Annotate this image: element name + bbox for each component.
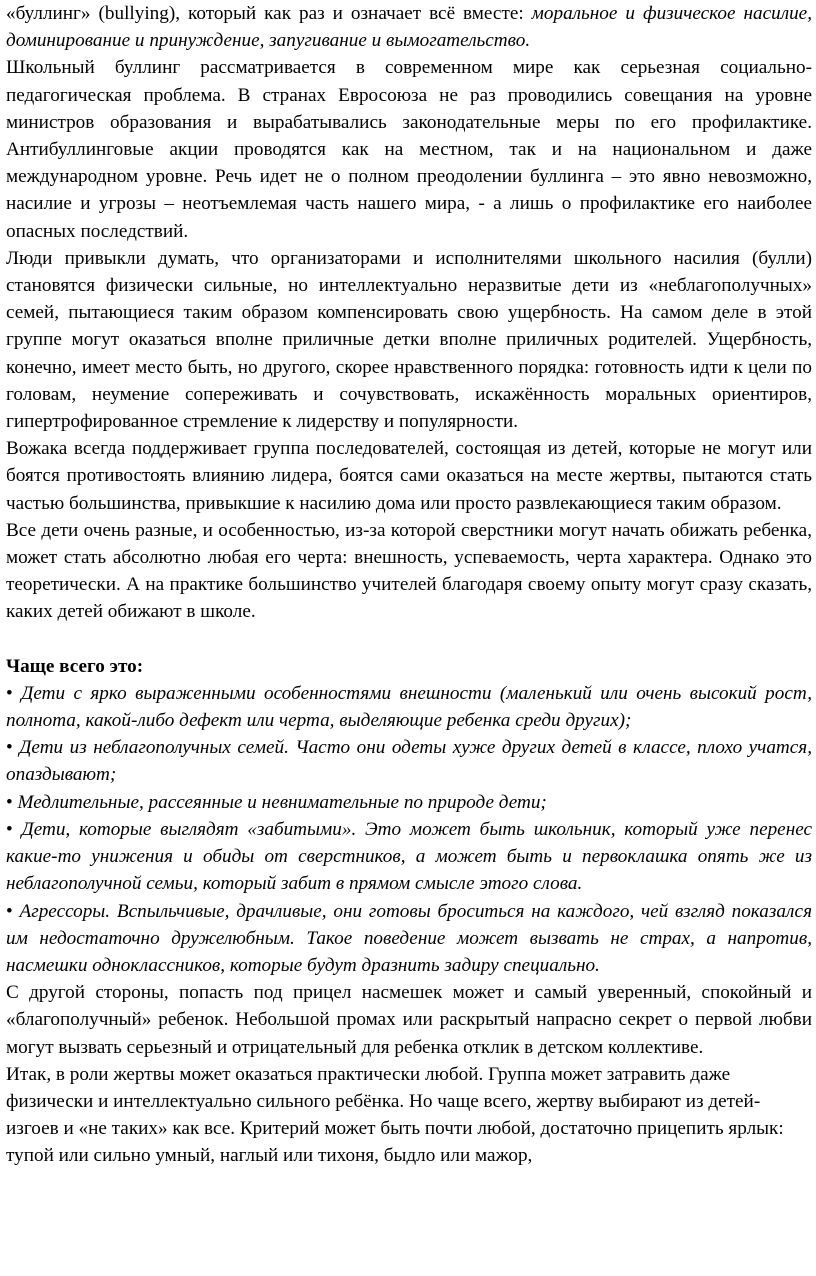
list-item <box>6 789 812 816</box>
definition-italic-text: моральное и физическое насилие, доминирование и принуждение, запугивание и вымогательство. <box>6 3 812 52</box>
paragraph-followers: Вожака всегда поддерживает группа последователей, состоящая из детей, которые не могут или боятся противостоять влиянию лидера, боятся сами оказаться на месте жертвы, пытаются стать частью большинства, привыкшие к насилию дома или просто развлекающиеся таким образом. <box>6 438 812 514</box>
list-item <box>6 816 812 898</box>
list-item <box>6 734 812 788</box>
list-item-text: Агрессоры. Вспыльчивые, драчливые, они готовы броситься на каждого, чей взгляд показался им недостаточно дружелюбным. Такое поведение может вызвать не страх, а напротив, насмешки одноклассников, которые будут дразнить задиру специально. <box>6 900 812 976</box>
paragraph-other-side: С другой стороны, попасть под прицел насмешек может и самый уверенный, спокойный и «благополучный» ребенок. Небольшой промах или раскрытый напрасно секрет о первой любви могут вызвать серьезный и отрицательный для ребенка отклик в детском коллективе. <box>6 982 812 1058</box>
list-item <box>6 898 812 980</box>
paragraph-conclusion: Итак, в роли жертвы может оказаться практически любой. Группа может затравить даже физически и интеллектуально сильного ребёнка. Но чаще всего, жертву выбирают из детей-изгоев и «не таких» как все. Критерий может быть почти любой, достаточно прицепить ярлык: тупой или сильно умный, наглый или тихоня, быдло или мажор, <box>6 1063 784 1167</box>
list-item-text: Медлительные, рассеянные и невнимательные по природе дети; <box>17 791 547 813</box>
list-item-text: Дети, которые выглядят «забитыми». Это может быть школьник, который уже перенес какие-то унижения и обиды от сверстников, а может быть и первоклашка опять же из неблагополучной семьи, который забит в прямом смысле этого слова. <box>6 818 812 895</box>
paragraph-differences: Все дети очень разные, и особенностью, из-за которой сверстники могут начать обижать ребенка, может стать абсолютно любая его черта: внешность, успеваемость, черта характера. Однако это теоретически. А на практике большинство учителей благодаря своему опыту могут сразу сказать, каких детей обижают в школе. <box>6 519 812 623</box>
list-item-text: Дети из неблагополучных семей. Часто они одеты хуже других детей в классе, плохо учатся, опаздывают; <box>6 737 813 786</box>
paragraph-bullies: Люди привыкли думать, что организаторами и исполнителями школьного насилия (булли) становятся физически сильные, но интеллектуально неразвитые дети из «неблагополучных» семей, пытающиеся таким образом компенсировать свою ущербность. На самом деле в этой группе могут оказаться вполне приличные детки вполне приличных родителей. Ущербность, конечно, имеет место быть, но другого, скорее нравственного порядка: готовность идти к цели по головам, неумение сопереживать и сочувствовать, искажённость моральных ориентиров, гипертрофированное стремление к лидерству и популярности. <box>6 247 812 433</box>
blank-line <box>6 626 812 653</box>
paragraph-school-bullying: Школьный буллинг рассматривается в современном мире как серьезная социально-педагогическая проблема. В странах Евросоюза не раз проводились совещания на уровне министров образования и вырабатывались законодательные меры по его профилактике. Антибуллинговые акции проводятся как на местном, так и на национальном и даже международном уровне. Речь идет не о полном преодолении буллинга – это явно невозможно, насилие и угрозы – неотъемлемая часть нашего мира, - а лишь о профилактике его наиболее опасных последствий. <box>6 57 812 242</box>
bullet-mark: • <box>6 791 18 813</box>
bullet-mark: • <box>6 900 20 922</box>
definition-text: «буллинг» (bullying), который как раз и означает всё вместе: <box>6 3 532 24</box>
list-item-text: Дети с ярко выраженными особенностями внешности (маленький или очень высокий рост, полнота, какой-либо дефект или черта, выделяющие ребенка среди других); <box>6 682 813 732</box>
list-item <box>6 680 812 734</box>
bullet-mark: • <box>6 682 22 704</box>
bullet-mark: • <box>6 818 22 840</box>
paragraph-definition <box>6 0 812 54</box>
section-heading: Чаще всего это: <box>6 655 144 677</box>
bullet-mark: • <box>6 737 20 759</box>
